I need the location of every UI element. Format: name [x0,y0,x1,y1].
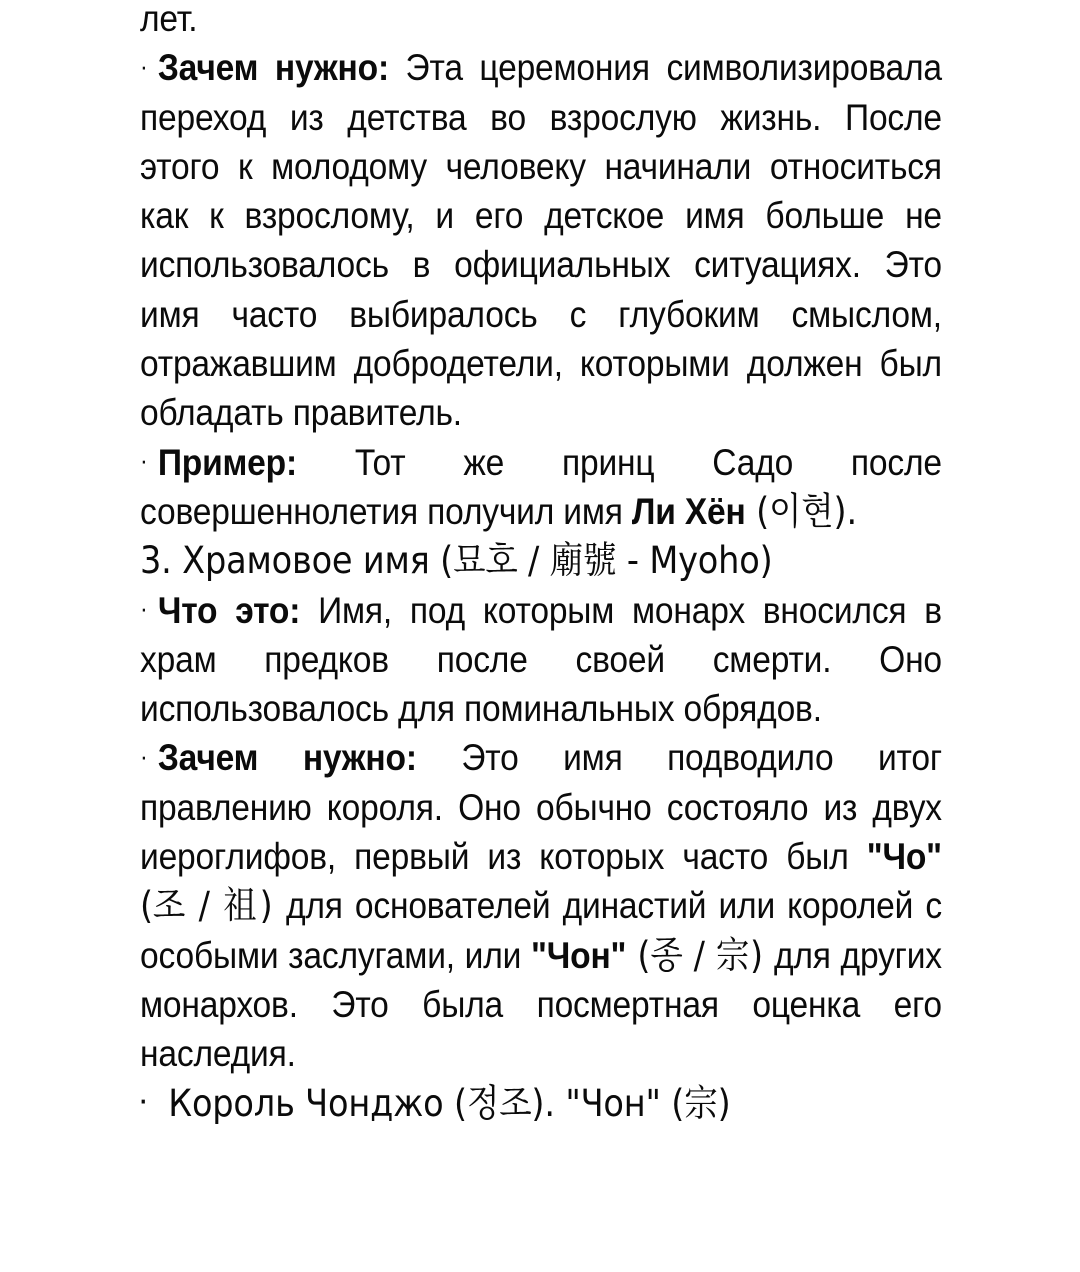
bullet-label: Зачем нужно: [157,736,417,779]
bullet-body-part-2: для основателей династий или королей с особыми заслугами, или [140,884,942,976]
bullet-body-before: Тот же принц Садо после совершеннолетия получил имя [140,440,942,532]
bullet-example-temple [140,1079,942,1128]
bullet-body: Имя, под которым монарх вносился в храм предков после своей смерти. Оно использовалось для поминальных обрядов. [140,588,942,730]
bullet-why-temple [140,733,942,1078]
bullet-body-after: (이현). [745,488,857,533]
text-block [140,0,942,1128]
bullet-what-temple [140,586,942,734]
bullet-dot-icon: · [140,592,148,623]
section-heading-temple-name [140,536,942,585]
hanja-chon: (종 / 宗) [626,932,774,977]
bullet-dot-icon: · [140,444,148,475]
hanja-cho: (조 / 祖) [140,883,286,928]
bullet-dot-icon: · [140,740,148,771]
paragraph-continuation [140,0,942,43]
section-heading-text: 3. Храмовое имя (묘호 / 廟號 - Myoho) [140,538,773,583]
bullet-body: Король Чонджо (정조). "Чон" (宗) [157,1080,731,1125]
bullet-example-courtesy [140,438,942,537]
bullet-dot-icon: · [140,1085,148,1116]
text-column [140,0,942,1128]
quoted-term-chon: "Чон" [531,933,627,976]
continuation-text: лет. [140,0,198,39]
bullet-body: Эта церемония символизировала переход из детства во взрослую жизнь. После этого к молодому человеку начинали относиться как к взрослому, и его детское имя больше не использовалось в официальных ситуациях. Это имя часто выбиралось с глубоким смыслом, отражавшим добродетели, которыми должен был обладать правитель. [140,46,942,434]
bullet-body-part-3: для других монархов. Это была посмертная оценка его наследия. [140,933,942,1075]
bullet-label: Зачем нужно: [157,46,389,89]
bullet-label: Пример: [157,440,298,483]
bullet-label: Что это: [157,588,301,631]
bullet-why-courtesy [140,43,942,437]
emphasized-name: Ли Хён [631,489,746,532]
bullet-body-part-1: Это имя подводило итог правлению короля. Оно обычно состояло из двух иероглифов, первый из которых часто был [140,736,942,878]
bullet-dot-icon: · [140,50,148,81]
quoted-term-cho: "Чо" [866,835,942,878]
